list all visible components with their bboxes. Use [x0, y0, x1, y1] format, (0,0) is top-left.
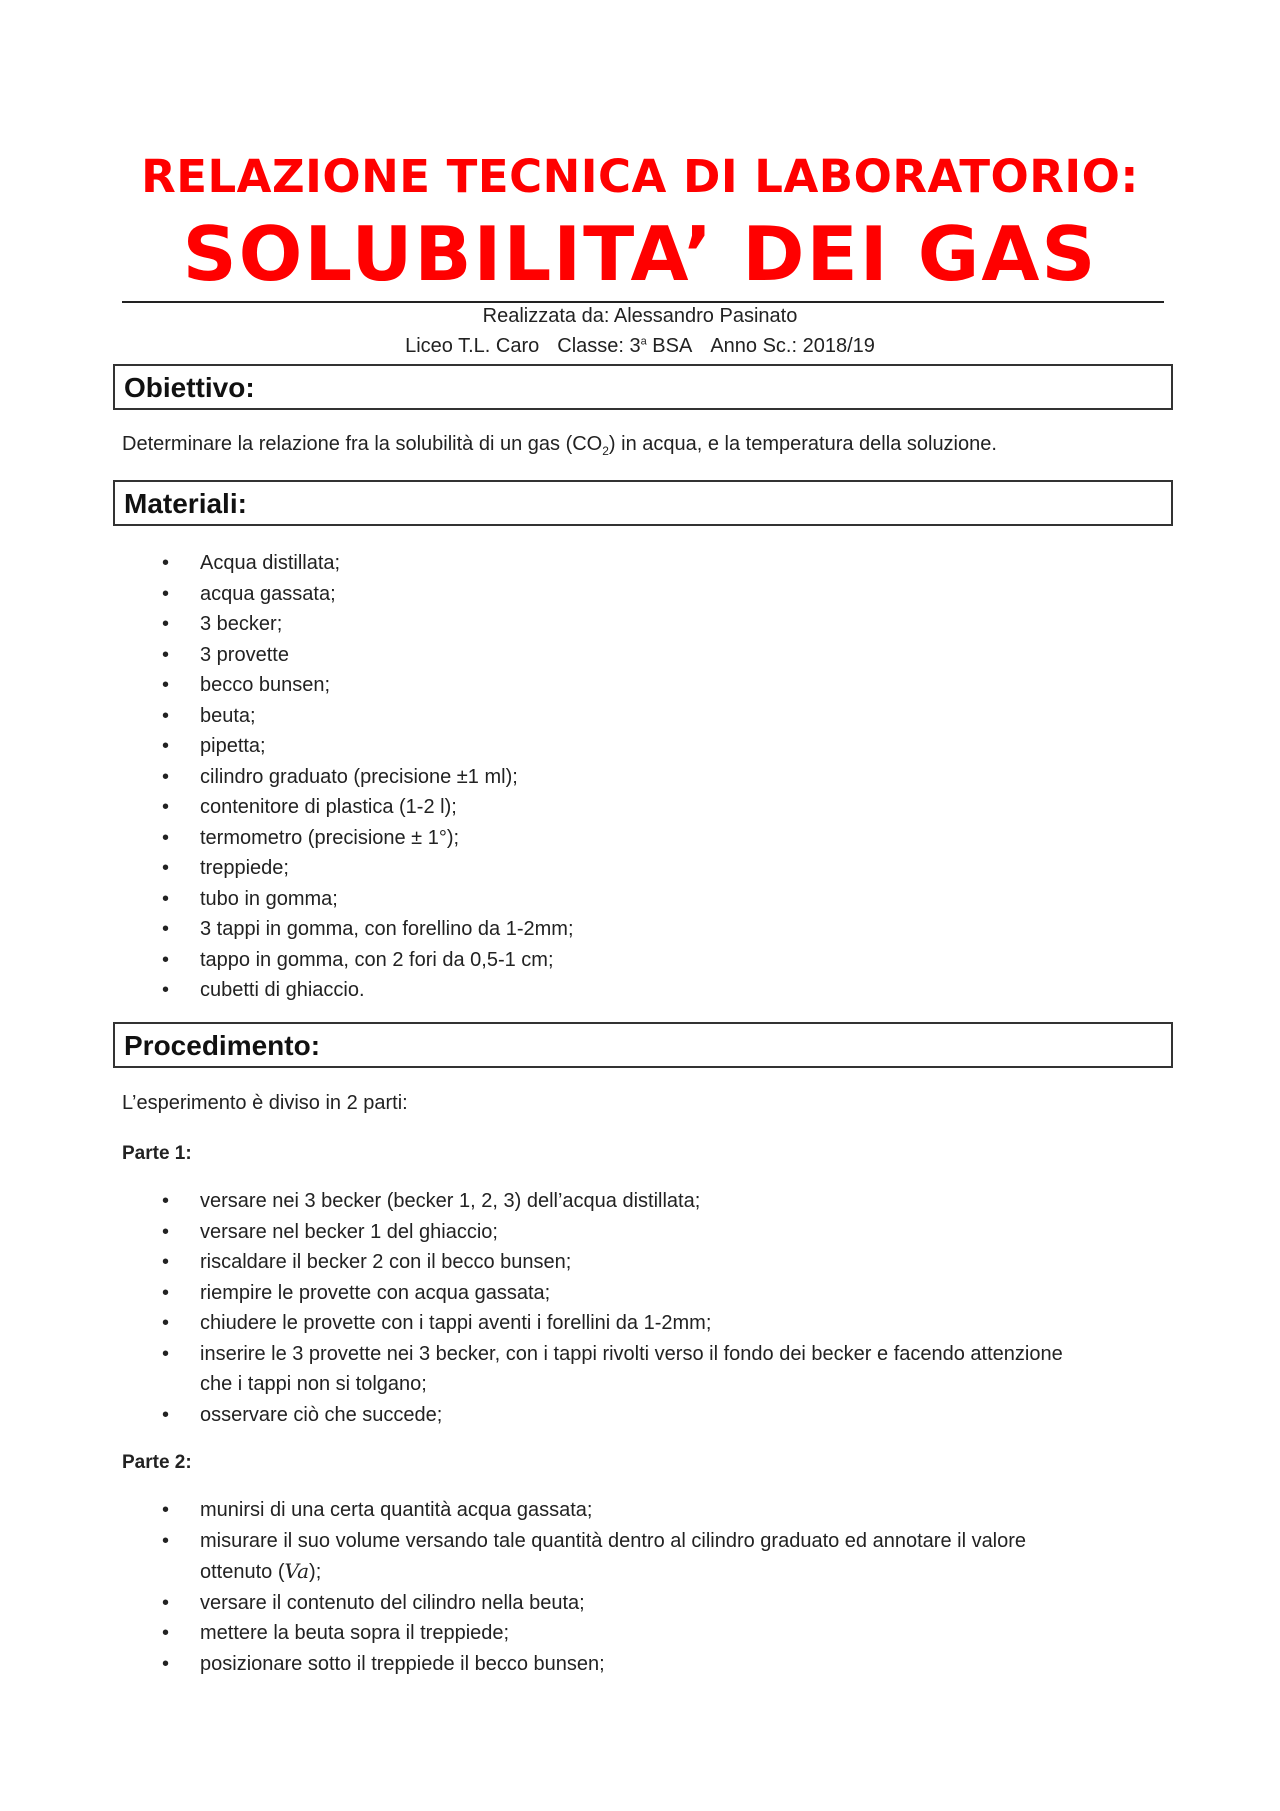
list-item: • riscaldare il becker 2 con il becco bunsen;	[162, 1251, 572, 1273]
class-prefix: Classe: 3	[557, 335, 641, 357]
list-item: • cilindro graduato (precisione ±1 ml);	[162, 765, 518, 788]
list-item: • versare il contenuto del cilindro nella beuta;	[162, 1591, 585, 1614]
list-item-text: inserire le 3 provette nei 3 becker, con i tappi rivolti verso il fondo dei becker e facendo attenzione	[200, 1342, 1063, 1365]
objective-text-part2: ) in acqua, e la temperatura della soluzione.	[608, 433, 997, 455]
list-item-text: cilindro graduato (precisione ±1 ml);	[200, 765, 518, 788]
part1-list	[0, 1186, 1160, 1430]
section-header-objective	[113, 364, 1173, 410]
list-item: • contenitore di plastica (1-2 l);	[162, 796, 457, 818]
list-item-text: Acqua distillata;	[200, 552, 341, 574]
list-item: • 3 becker;	[162, 613, 283, 635]
school-year: Anno Sc.: 2018/19	[710, 335, 875, 357]
list-item-text: becco bunsen;	[200, 674, 331, 696]
list-item: • tappo in gomma, con 2 fori da 0,5-1 cm;	[162, 948, 554, 971]
list-item: • inserire le 3 provette nei 3 becker, con i tappi rivolti verso il fondo dei becker e facendo attenzione	[162, 1342, 1063, 1365]
list-item: • tubo in gomma;	[162, 887, 338, 910]
section-header-materials	[113, 480, 1173, 526]
list-item: • chiudere le provette con i tappi aventi i forellini da 1-2mm;	[162, 1312, 712, 1334]
list-item-text: termometro (precisione ± 1°);	[200, 826, 460, 849]
list-item: • mettere la beuta sopra il treppiede;	[162, 1622, 510, 1644]
school-name: Liceo T.L. Caro	[405, 335, 540, 357]
list-item-continuation	[0, 1556, 1160, 1588]
list-item-text: versare il contenuto del cilindro nella beuta;	[200, 1591, 585, 1614]
list-item-text: acqua gassata;	[200, 582, 336, 605]
list-item: • misurare il suo volume versando tale quantità dentro al cilindro graduato ed annotare il valore	[162, 1529, 1027, 1552]
list-item: • posizionare sotto il treppiede il becco bunsen;	[162, 1652, 605, 1675]
section-heading-procedure: Procedimento:	[124, 1030, 321, 1061]
author-line: Realizzata da: Alessandro Pasinato	[482, 305, 798, 327]
section-header-procedure	[113, 1022, 1173, 1068]
list-item-text: mettere la beuta sopra il treppiede;	[200, 1622, 510, 1644]
list-item-text: tubo in gomma;	[200, 887, 338, 910]
class-suffix: BSA	[646, 335, 693, 357]
section-heading-objective: Obiettivo:	[124, 372, 255, 403]
list-item-text: );	[309, 1561, 322, 1583]
list-item-text: misurare il suo volume versando tale quantità dentro al cilindro graduato ed annotare il valore	[200, 1529, 1027, 1552]
objective-text	[122, 433, 1162, 458]
materials-list	[0, 548, 1160, 1006]
objective-subscript: 2	[602, 444, 609, 458]
class-superscript: a	[640, 335, 647, 348]
volume-variable: Va	[284, 1559, 310, 1583]
objective-text-part1: Determinare la relazione fra la solubilità di un gas (CO	[122, 433, 603, 455]
list-item: • becco bunsen;	[162, 674, 331, 696]
list-item-text: 3 tappi in gomma, con forellino da 1-2mm;	[200, 918, 574, 940]
list-item: • treppiede;	[162, 857, 289, 879]
list-item-text: versare nei 3 becker (becker 1, 2, 3) dell’acqua distillata;	[200, 1190, 701, 1212]
report-title-line2: SOLUBILITA’ DEI GAS	[182, 210, 1098, 298]
list-item: • cubetti di ghiaccio.	[162, 979, 365, 1001]
list-item-text: chiudere le provette con i tappi aventi i forellini da 1-2mm;	[200, 1312, 712, 1334]
list-item-text: tappo in gomma, con 2 fori da 0,5-1 cm;	[200, 948, 554, 971]
school-info-line	[0, 335, 1280, 358]
list-item-text: beuta;	[200, 704, 256, 727]
list-item-text: osservare ciò che succede;	[200, 1403, 443, 1426]
list-item: • acqua gassata;	[162, 582, 336, 605]
part1-label: Parte 1:	[122, 1143, 192, 1164]
list-item: • munirsi di una certa quantità acqua gassata;	[162, 1499, 593, 1521]
list-item-text: ottenuto (	[200, 1561, 285, 1583]
section-heading-materials: Materiali:	[124, 488, 247, 519]
list-item-text: versare nel becker 1 del ghiaccio;	[200, 1220, 498, 1243]
list-item-text: munirsi di una certa quantità acqua gassata;	[200, 1499, 593, 1521]
list-item: • versare nei 3 becker (becker 1, 2, 3) dell’acqua distillata;	[162, 1190, 701, 1212]
report-title-line1: RELAZIONE TECNICA DI LABORATORIO:	[141, 150, 1139, 203]
list-item-text: cubetti di ghiaccio.	[200, 979, 365, 1001]
list-item: • versare nel becker 1 del ghiaccio;	[162, 1220, 498, 1243]
list-item-text: posizionare sotto il treppiede il becco bunsen;	[200, 1652, 605, 1675]
list-item: • Acqua distillata;	[162, 552, 341, 574]
procedure-intro: L’esperimento è diviso in 2 parti:	[122, 1092, 408, 1114]
list-item-text: riempire le provette con acqua gassata;	[200, 1281, 551, 1304]
part2-label: Parte 2:	[122, 1452, 192, 1473]
list-item-text: pipetta;	[200, 735, 266, 757]
list-item-text: che i tappi non si tolgano;	[200, 1373, 427, 1395]
list-item: • osservare ciò che succede;	[162, 1403, 443, 1426]
list-item-continuation	[0, 1369, 1160, 1400]
list-item-text: 3 becker;	[200, 613, 283, 635]
list-item-text: contenitore di plastica (1-2 l);	[200, 796, 457, 818]
list-item: • beuta;	[162, 704, 256, 727]
list-item-text: 3 provette	[200, 643, 289, 666]
part2-list	[0, 1495, 1160, 1679]
list-item: • termometro (precisione ± 1°);	[162, 826, 460, 849]
list-item: • 3 provette	[162, 643, 289, 666]
list-item-text: treppiede;	[200, 857, 289, 879]
list-item: • pipetta;	[162, 735, 266, 757]
list-item: • 3 tappi in gomma, con forellino da 1-2mm;	[162, 918, 574, 940]
title-divider	[122, 301, 1164, 303]
list-item: • riempire le provette con acqua gassata;	[162, 1281, 551, 1304]
list-item-text: riscaldare il becker 2 con il becco bunsen;	[200, 1251, 572, 1273]
